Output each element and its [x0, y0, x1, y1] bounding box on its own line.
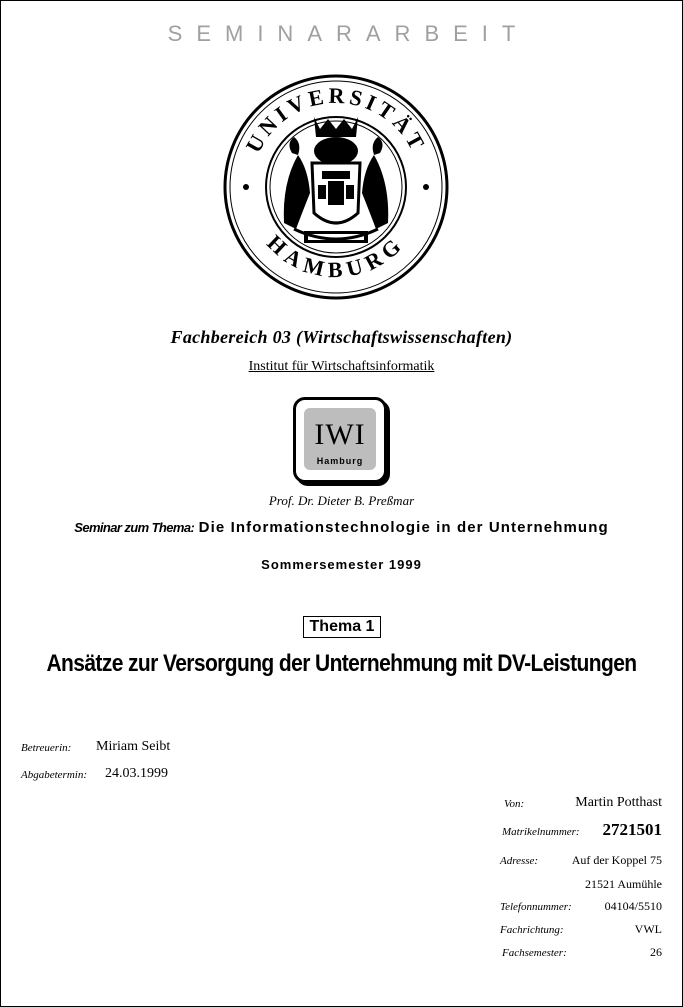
supervisor-value: Miriam Seibt [96, 739, 171, 754]
phone-label: Telefonnummer: [500, 901, 572, 913]
deadline-value: 24.03.1999 [105, 766, 168, 781]
address-label: Adresse: [500, 855, 539, 867]
logo-text: IWI [314, 418, 366, 451]
university-seal-icon [222, 73, 450, 301]
seminar-title: Die Informationstechnologie in der Unternehmung [198, 519, 609, 536]
iwi-logo [293, 397, 387, 483]
subject-value: VWL [634, 922, 662, 936]
deadline-label: Abgabetermin: [21, 769, 87, 781]
logo-subtext: Hamburg [316, 456, 364, 466]
matrikel-label: Matrikelnummer: [502, 826, 580, 838]
semester-count-value: 26 [650, 945, 662, 959]
matrikel-value: 2721501 [602, 820, 662, 839]
seal-text-top: UNIVERSITÄT [240, 82, 432, 157]
seal-text-bottom: HAMBURG [262, 229, 410, 283]
subject-label: Fachrichtung: [500, 924, 564, 936]
seminar-label: Seminar zum Thema: [74, 520, 195, 535]
phone-value: 04104/5510 [604, 899, 662, 913]
document-type-label: SEMINARARBEIT [167, 21, 530, 46]
semester-count-label: Fachsemester: [502, 947, 567, 959]
topic-title: Ansätze zur Versorgung der Unternehmung mit DV-Leistungen [46, 650, 637, 677]
author-name: Martin Potthast [575, 795, 662, 810]
supervisor-label: Betreuerin: [21, 742, 72, 754]
seminar-line [1, 519, 682, 537]
address-line-2: 21521 Aumühle [585, 877, 662, 891]
institute-name: Institut für Wirtschaftsinformatik [248, 359, 435, 374]
logo-background [304, 408, 376, 470]
professor-name: Prof. Dr. Dieter B. Preßmar [268, 493, 415, 508]
semester-label: Sommersemester 1999 [261, 557, 422, 572]
topic-number-box: Thema 1 [303, 616, 381, 638]
faculty-name: Fachbereich 03 (Wirtschaftswissenschaften) [170, 327, 513, 347]
address-line-1: Auf der Koppel 75 [571, 853, 662, 867]
author-from-label: Von: [504, 798, 525, 810]
